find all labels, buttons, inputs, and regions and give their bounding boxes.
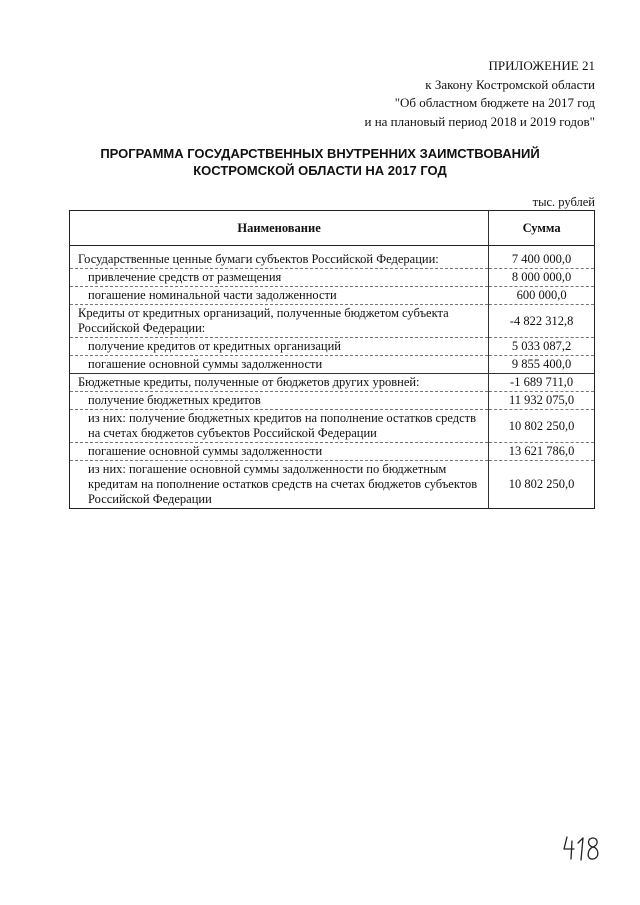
appendix-law-period: и на плановый период 2018 и 2019 годов" — [364, 113, 595, 129]
appendix-law-title: "Об областном бюджете на 2017 год — [394, 95, 595, 110]
row-sum: 600 000,0 — [489, 287, 595, 305]
handwritten-page-number — [563, 833, 603, 863]
row-name: погашение основной суммы задолженности — [70, 356, 489, 374]
row-name: погашение основной суммы задолженности — [70, 443, 489, 461]
title-line-1: ПРОГРАММА ГОСУДАРСТВЕННЫХ ВНУТРЕННИХ ЗАИМСТВОВАНИЙ — [100, 146, 540, 161]
row-sum: -1 689 711,0 — [489, 374, 595, 392]
table-header-row — [70, 211, 595, 246]
row-sum: 8 000 000,0 — [489, 269, 595, 287]
header-sum: Сумма — [489, 211, 595, 246]
table-row — [70, 251, 595, 269]
borrowing-table — [69, 210, 595, 509]
row-name: получение бюджетных кредитов — [70, 392, 489, 410]
row-sum: 10 802 250,0 — [489, 461, 595, 509]
row-sum: 5 033 087,2 — [489, 338, 595, 356]
row-sum: 13 621 786,0 — [489, 443, 595, 461]
row-name: привлечение средств от размещения — [70, 269, 489, 287]
unit-label: тыс. рублей — [532, 195, 595, 209]
table-row — [70, 287, 595, 305]
table-row — [70, 374, 595, 392]
table-row — [70, 461, 595, 509]
document-title — [0, 146, 640, 179]
table-row — [70, 305, 595, 338]
row-name: Бюджетные кредиты, полученные от бюджетов других уровней: — [70, 374, 489, 392]
title-line-2: КОСТРОМСКОЙ ОБЛАСТИ НА 2017 ГОД — [193, 162, 447, 178]
row-name: погашение номинальной части задолженности — [70, 287, 489, 305]
table-row — [70, 392, 595, 410]
row-sum: 11 932 075,0 — [489, 392, 595, 410]
row-name: из них: погашение основной суммы задолженности по бюджетным кредитам на пополнение остатков средств на счетах бюджетов субъектов Российской Федерации — [70, 461, 489, 509]
row-sum: 10 802 250,0 — [489, 410, 595, 443]
row-sum: -4 822 312,8 — [489, 305, 595, 338]
table-row — [70, 410, 595, 443]
table-row — [70, 443, 595, 461]
table-row — [70, 338, 595, 356]
row-name: получение кредитов от кредитных организаций — [70, 338, 489, 356]
row-name: Кредиты от кредитных организаций, полученные бюджетом субъекта Российской Федерации: — [70, 305, 489, 338]
appendix-block — [364, 57, 595, 131]
table-row — [70, 356, 595, 374]
row-name: Государственные ценные бумаги субъектов Российской Федерации: — [70, 251, 489, 269]
row-sum: 9 855 400,0 — [489, 356, 595, 374]
appendix-number: ПРИЛОЖЕНИЕ 21 — [488, 58, 595, 73]
appendix-law: к Закону Костромской области — [425, 76, 595, 92]
row-name: из них: получение бюджетных кредитов на пополнение остатков средств на счетах бюджетов субъектов Российской Федерации — [70, 410, 489, 443]
row-sum: 7 400 000,0 — [489, 251, 595, 269]
table-row — [70, 269, 595, 287]
header-name: Наименование — [70, 211, 489, 246]
